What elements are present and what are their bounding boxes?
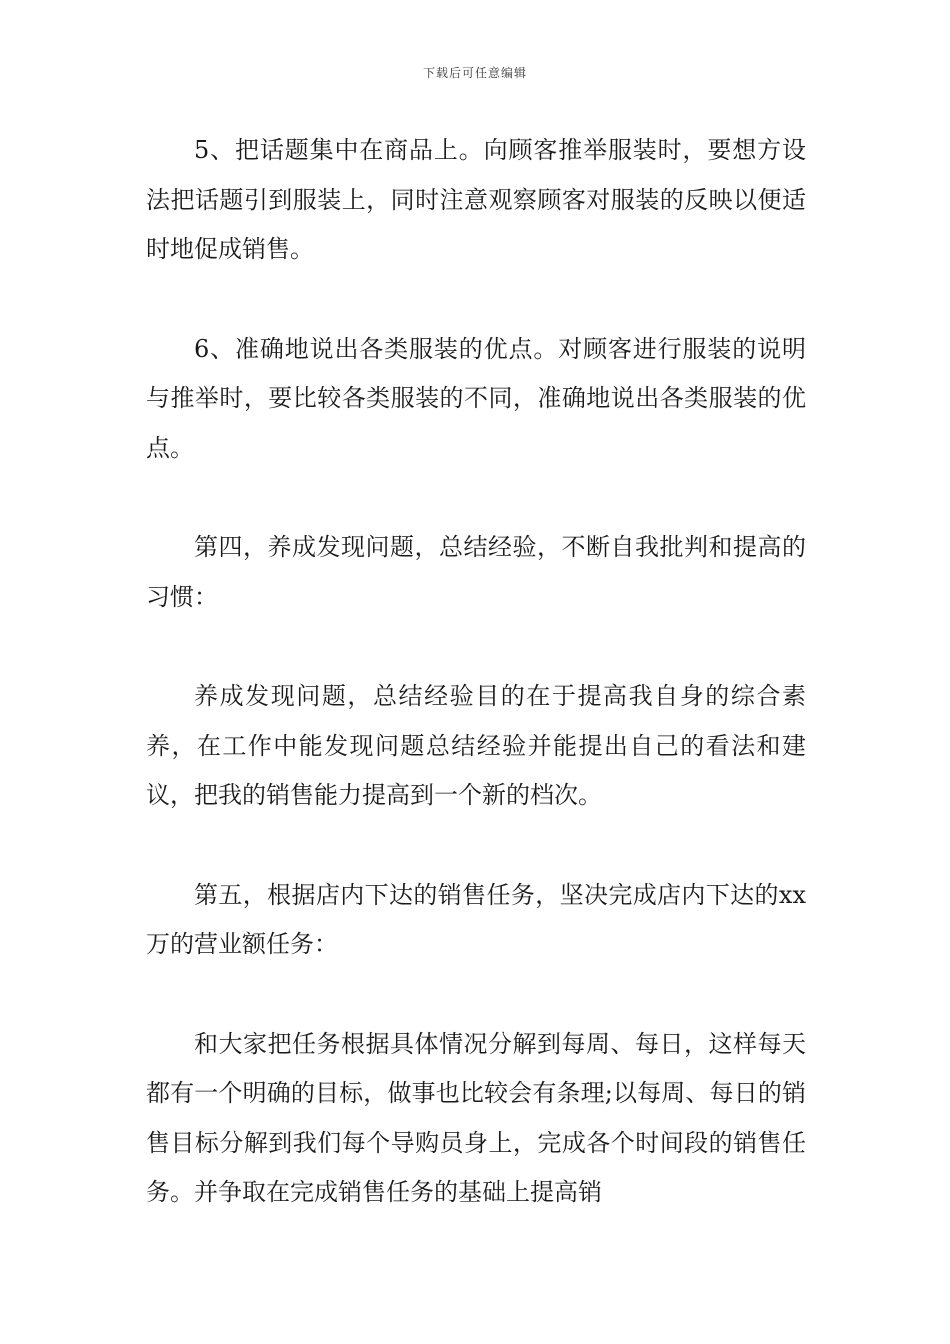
document-body [146, 126, 806, 1268]
paragraph: 养成发现问题，总结经验目的在于提高我自身的综合素养，在工作中能发现问题总结经验并能提出自己的看法和建议，把我的销售能力提高到一个新的档次。 [146, 682, 806, 809]
paragraph: 6、准确地说出各类服装的优点。对顾客进行服装的说明与推举时，要比较各类服装的不同，准确地说出各类服装的优点。 [146, 334, 806, 462]
paragraph: 和大家把任务根据具体情况分解到每周、每日，这样每天都有一个明确的目标，做事也比较会有条理;以每周、每日的销售目标分解到我们每个导购员身上，完成各个时间段的销售任务。并争取在完成销售任务的基础上提高销 [146, 1029, 806, 1206]
page-header: 下载后可任意编辑 [422, 66, 527, 80]
paragraph: 5、把话题集中在商品上。向顾客推举服装时，要想方设法把话题引到服装上，同时注意观察顾客对服装的反映以便适时地促成销售。 [146, 136, 806, 263]
paragraph: 第五，根据店内下达的销售任务，坚决完成店内下达的xx万的营业额任务： [146, 880, 806, 958]
paragraph: 第四，养成发现问题，总结经验，不断自我批判和提高的习惯： [146, 533, 806, 611]
